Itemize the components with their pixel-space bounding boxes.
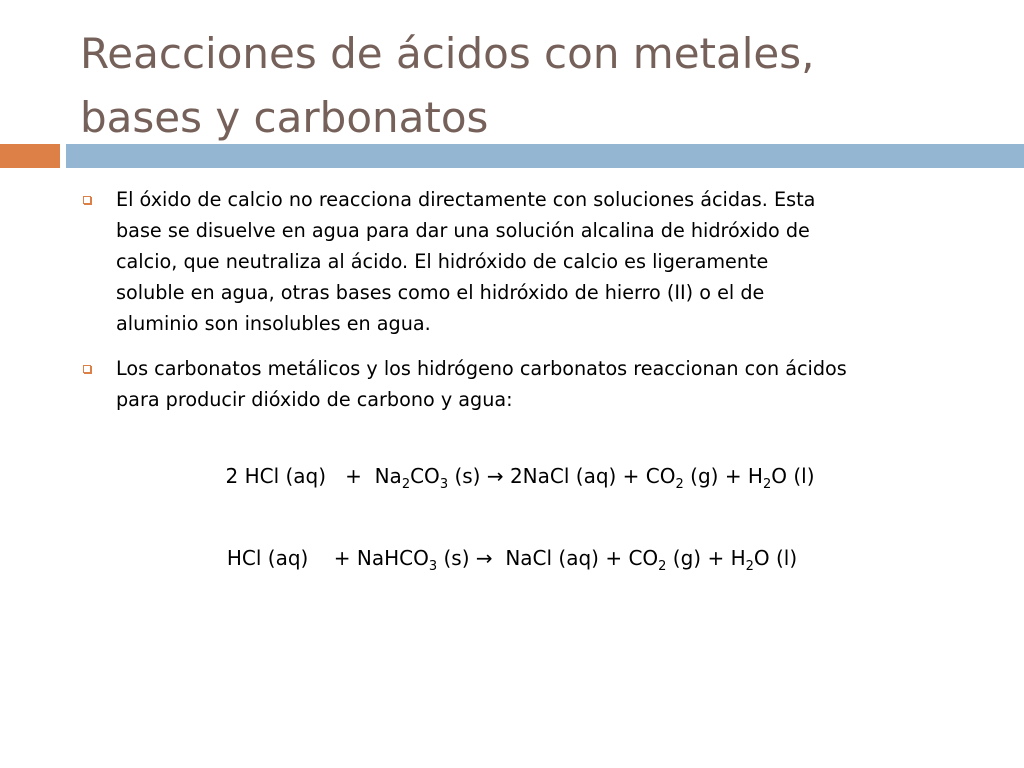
equation-text: (s) → 2NaCl (aq) + CO	[448, 464, 676, 488]
slide-title-line-1: Reacciones de ácidos con metales,	[80, 29, 815, 78]
equation-subscript: 2	[658, 559, 667, 574]
equation-subscript: 2	[675, 477, 684, 492]
bullet-line: calcio, que neutraliza al ácido. El hidróxido de calcio es ligeramente	[116, 250, 769, 273]
slide-title	[80, 22, 980, 150]
bullet-text	[116, 353, 980, 415]
equation-text: (s) → NaCl (aq) + CO	[437, 546, 659, 570]
square-bullet-icon	[83, 365, 91, 373]
bullet-line: base se disuelve en agua para dar una solución alcalina de hidróxido de	[116, 219, 810, 242]
square-bullet-icon	[83, 196, 91, 204]
equation-hcl-sodium-bicarbonate	[0, 543, 1024, 573]
equation-subscript: 3	[439, 477, 449, 492]
title-divider-bar	[66, 144, 1024, 168]
equation-text: (g) + H	[666, 546, 746, 570]
equation-text: CO	[410, 464, 440, 488]
equation-text: O (l)	[753, 546, 798, 570]
equation-subscript: 2	[762, 477, 772, 492]
equation-subscript: 2	[745, 559, 754, 574]
equation-text: 2 HCl (aq) + Na	[225, 464, 402, 488]
bullet-line: Los carbonatos metálicos y los hidrógeno carbonatos reaccionan con ácidos	[116, 357, 847, 380]
equation-subscript: 2	[401, 477, 411, 492]
bullet-item-calcium-oxide	[80, 184, 980, 339]
bullet-item-carbonates	[80, 353, 980, 415]
equation-text: O (l)	[771, 464, 815, 488]
equation-hcl-sodium-carbonate	[8, 461, 1024, 491]
slide-title-line-2: bases y carbonatos	[80, 93, 489, 142]
bullet-line: soluble en agua, otras bases como el hidróxido de hierro (II) o el de	[116, 281, 765, 304]
bullet-line: para producir dióxido de carbono y agua:	[116, 388, 513, 411]
equation-text: (g) + H	[683, 464, 763, 488]
bullet-list	[80, 184, 980, 429]
bullet-text	[116, 184, 980, 339]
bullet-line: aluminio son insolubles en agua.	[116, 312, 431, 335]
equation-subscript: 3	[428, 559, 438, 574]
bullet-line: El óxido de calcio no reacciona directamente con soluciones ácidas. Esta	[116, 188, 816, 211]
title-accent-bar	[0, 144, 60, 168]
equation-text: HCl (aq) + NaHCO	[226, 546, 429, 570]
